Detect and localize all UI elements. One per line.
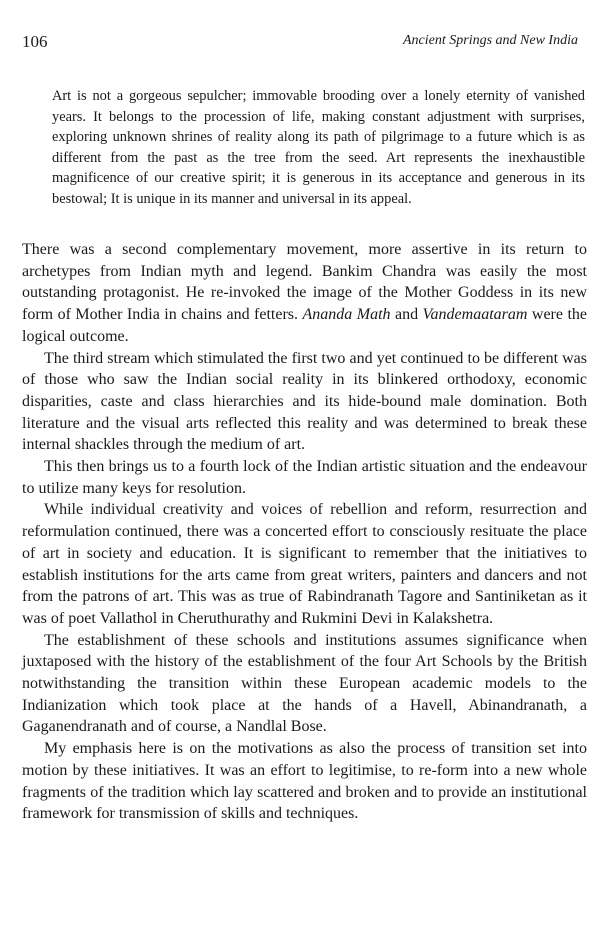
paragraph-text: were the logical outcome. bbox=[22, 306, 587, 345]
paragraph-art-schools: The establishment of these schools and institutions assumes significance when juxtaposed with the history of the establishment of the four Art Schools by the British notwithstanding the transition within these European academic models to the Indianization which took place at the hands of a Havell, Abinandranath, a Gaganendranath and of course, a Nandlal Bose. bbox=[22, 631, 587, 736]
running-title: Ancient Springs and New India bbox=[403, 33, 578, 48]
paragraph-second-movement bbox=[22, 239, 587, 348]
paragraph-text: There was a second complementary movement, more assertive in its return to archetypes from Indian myth and legend. Bankim Chandra was easily the most outstanding protagonist. He re-invoked the image of the Mother Goddess in its new form of Mother India in chains and fetters. bbox=[22, 241, 587, 324]
page-number: 106 bbox=[22, 32, 48, 51]
paragraph-fourth-lock: This then brings us to a fourth lock of the Indian artistic situation and the endeavour to utilize many keys for resolution. bbox=[22, 458, 587, 497]
song-title-vandemaataram: Vandemaataram bbox=[422, 306, 528, 324]
conjunction-text: and bbox=[390, 306, 423, 324]
book-title-ananda-math: Ananda Math bbox=[302, 306, 391, 324]
paragraph-institutions: While individual creativity and voices of rebellion and reform, resurrection and reformulation continued, there was a concerted effort to consciously resituate the place of art in society and education. It is significant to remember that the initiatives to establish institutions for the arts came from great writers, painters and dancers and not from the patrons of art. This was as true of Rabindranath Tagore and Santiniketan as it was of poet Vallathol in Cheruthurathy and Rukmini Devi in Kalakshetra. bbox=[22, 501, 587, 627]
block-quote: Art is not a gorgeous sepulcher; immovable brooding over a lonely eternity of vanished years. It belongs to the procession of life, making constant adjustment with surprises, exploring unknown shrines of reality along its path of pilgrimage to a future which is as different from the past as the tree from the seed. Art represents the inexhaustible magnificence of our creative spirit; it is generous in its acceptance and generous in its bestowal; It is unique in its manner and universal in its appeal. bbox=[52, 88, 585, 207]
body-text bbox=[22, 239, 587, 825]
paragraph-emphasis: My emphasis here is on the motivations as also the process of transition set into motion by these initiatives. It was an effort to legitimise, to re-form into a new whole fragments of the tradition which lay scattered and broken and to provide an institutional framework for transmission of skills and techniques. bbox=[22, 740, 587, 823]
paragraph-third-stream: The third stream which stimulated the first two and yet continued to be different was of those who saw the Indian social reality in its blinkered orthodoxy, economic disparities, caste and class hierarchies and its hide-bound male domination. Both literature and the visual arts reflected this reality and was determined to break these internal shackles through the medium of art. bbox=[22, 349, 587, 454]
running-head bbox=[22, 32, 578, 56]
